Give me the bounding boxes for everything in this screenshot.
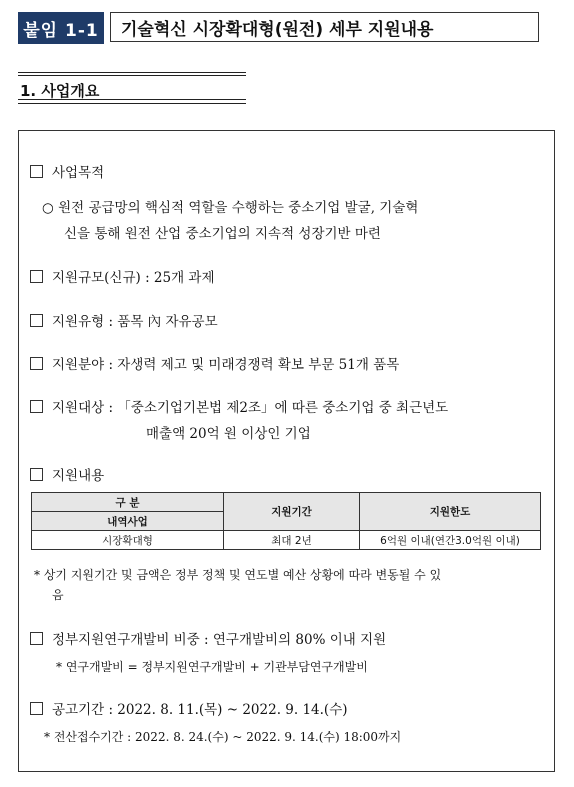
- field-item: [30, 353, 399, 373]
- section-rule-top-2: [18, 75, 246, 76]
- table-note-line-2: 음: [52, 588, 64, 602]
- content-item: [30, 464, 104, 484]
- table-cell-limit: 6억원 이내(연간3.0억원 이내): [360, 531, 541, 550]
- target-item: [30, 396, 448, 416]
- checkbox-square-icon: [30, 468, 43, 481]
- target-text-1: 지원대상 : 「중소기업기본법 제2조」에 따른 중소기업 중 최근년도: [52, 400, 449, 416]
- table-cell-period: 최대 2년: [224, 531, 360, 550]
- ratio-note: * 연구개발비 = 정부지원연구개발비 + 기관부담연구개발비: [56, 660, 368, 674]
- ratio-item: [30, 628, 386, 648]
- table-cell-name: 시장확대형: [32, 531, 224, 550]
- section-title: 1. 사업개요: [20, 82, 100, 100]
- appendix-tag: 붙임 1-1: [18, 12, 104, 44]
- period-note: * 전산접수기간 : 2022. 8. 24.(수) ~ 2022. 9. 14.(수) 18:00까지: [44, 730, 402, 744]
- type-text: 지원유형 : 품목 內 자유공모: [52, 314, 218, 330]
- checkbox-square-icon: [30, 165, 43, 178]
- field-text: 지원분야 : 자생력 제고 및 미래경쟁력 확보 부문 51개 품목: [52, 357, 400, 373]
- section-rule-bottom: [18, 99, 246, 104]
- content-label: 지원내용: [52, 468, 105, 484]
- section-rule-top: [18, 72, 246, 73]
- table-head-limit: 지원한도: [360, 493, 541, 531]
- purpose-label: 사업목적: [52, 165, 105, 181]
- checkbox-square-icon: [30, 702, 43, 715]
- table-head-subproject: 내역사업: [32, 512, 224, 531]
- purpose-item: [30, 161, 104, 181]
- scale-item: [30, 266, 215, 286]
- checkbox-square-icon: [30, 357, 43, 370]
- checkbox-square-icon: [30, 270, 43, 283]
- table-head-period: 지원기간: [224, 493, 360, 531]
- table-note-line-1: * 상기 지원기간 및 금액은 정부 정책 및 연도별 예산 상황에 따라 변동될 수 있: [34, 568, 442, 582]
- period-item: [30, 698, 348, 718]
- target-text-2: 매출액 20억 원 이상인 기업: [146, 426, 311, 442]
- ratio-text: 정부지원연구개발비 비중 : 연구개발비의 80% 이내 지원: [52, 632, 387, 648]
- document-title: 기술혁신 시장확대형(원전) 세부 지원내용: [110, 12, 539, 42]
- support-table: [31, 492, 541, 550]
- checkbox-square-icon: [30, 632, 43, 645]
- checkbox-square-icon: [30, 400, 43, 413]
- table-row: [32, 531, 541, 550]
- scale-text: 지원규모(신규) : 25개 과제: [52, 270, 215, 286]
- table-head-category: 구 분: [32, 493, 224, 512]
- checkbox-square-icon: [30, 314, 43, 327]
- period-text: 공고기간 : 2022. 8. 11.(목) ~ 2022. 9. 14.(수): [52, 702, 348, 718]
- purpose-bullet-line-2: 신을 통해 원전 산업 중소기업의 지속적 성장기반 마련: [64, 226, 381, 242]
- purpose-bullet-line-1: ○ 원전 공급망의 핵심적 역할을 수행하는 중소기업 발굴, 기술혁: [42, 200, 419, 216]
- type-item: [30, 310, 218, 330]
